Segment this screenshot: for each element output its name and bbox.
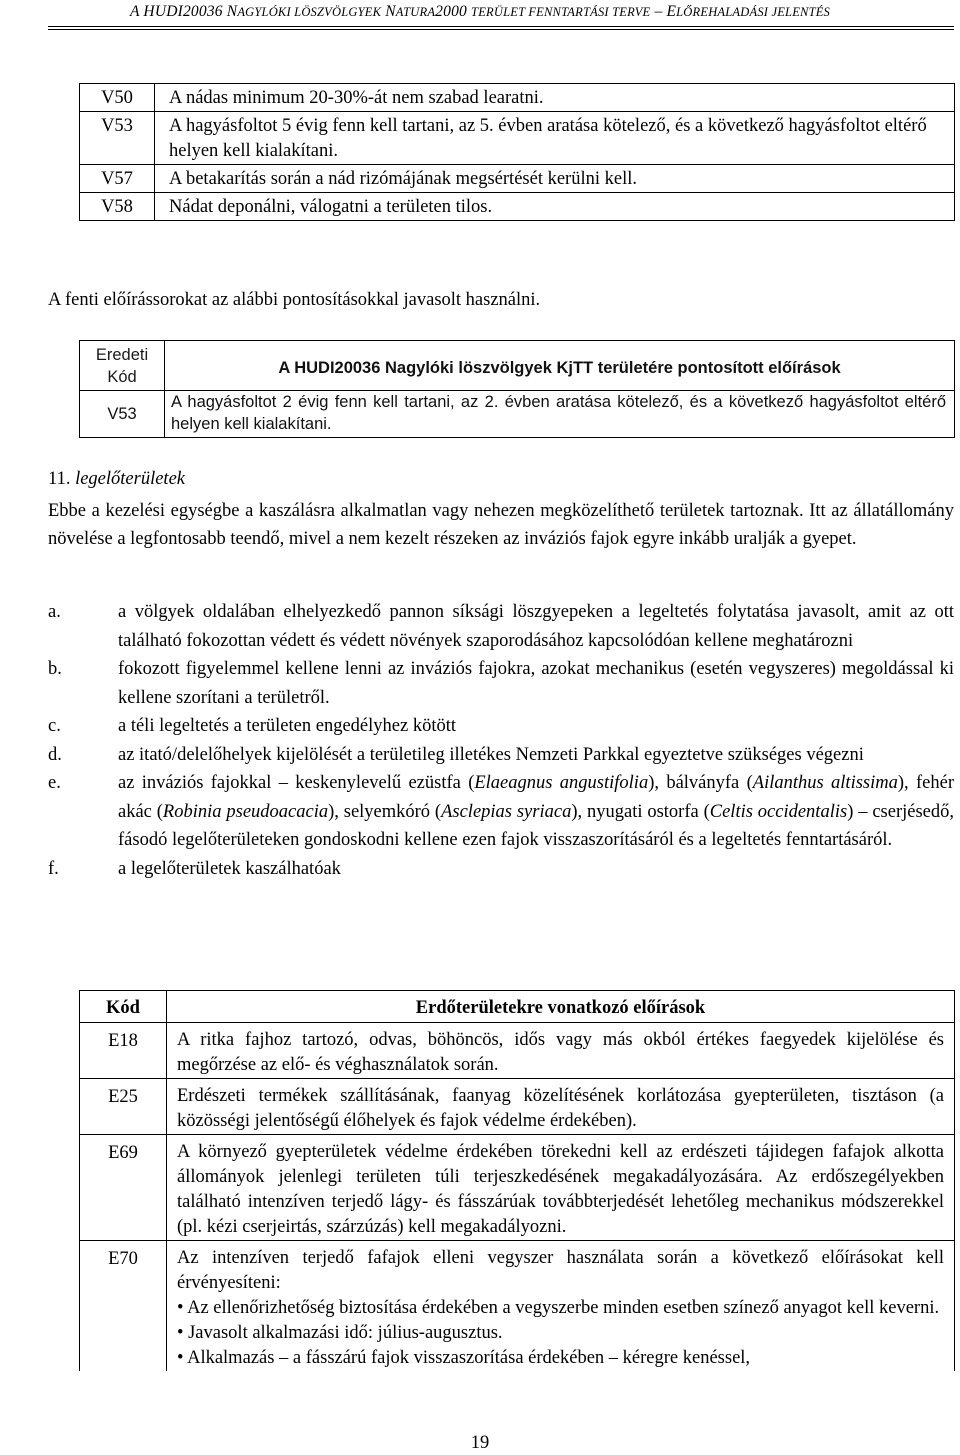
list-item: [48, 598, 954, 655]
cell-intro: Az intenzíven terjedő fafajok elleni vegyszer használata során a következő előírásokat kell érvényesíteni:: [177, 1248, 944, 1293]
intro-paragraph: A fenti előírássorokat az alábbi pontosításokkal javasolt használni.: [48, 290, 541, 310]
text-cell: A hagyásfoltot 5 évig fenn kell tartani, az 5. évben aratása kötelező, és a következő hagyásfoltot eltérő helyen kell kialakítani.: [155, 112, 955, 165]
reed-prescriptions-table: [79, 83, 955, 221]
list-letter: b.: [48, 659, 62, 679]
table-row: [80, 1023, 955, 1079]
table-row: [80, 391, 955, 438]
text-cell: A környező gyepterületek védelme érdekében törekedni kell az erdészeti tájidegen fafajok alkotta állományok jelenlegi területen túli terjeszkedésének megakadályozására. Az erdőszegélyekben található intenzíven terjedő lágy- és fásszárúak továbbterjedését lehetőleg mechanikus módszerekkel (pl. kézi cserjeirtás, szárzúzás) kell megakadályozni.: [167, 1135, 955, 1241]
list-text: a legelőterületek kaszálhatóak: [118, 858, 341, 879]
text-run: az inváziós fajokkal – keskenylevelű ezüstfa (: [118, 773, 475, 793]
header-divider: [48, 29, 954, 30]
species-name: Celtis occidentalis: [709, 801, 848, 822]
text-cell: A hagyásfoltot 2 évig fenn kell tartani, az 2. évben aratása kötelező, és a következő hagyásfoltot eltérő helyen kell kialakítani.: [165, 391, 955, 438]
list-letter: d.: [48, 744, 62, 765]
text-cell: A ritka fajhoz tartozó, odvas, böhöncös, idős vagy más okból értékes faegyedek kijelölése és megőrzése az elő- és véghasználatok során.: [167, 1023, 955, 1079]
list-letter: a.: [48, 602, 61, 622]
text-run: ), selyemkóró (: [328, 801, 442, 822]
text-cell: Erdészeti termékek szállításának, faanyag közelítésének korlátozása gyepterületen, tisztáson (a közösségi jelentőségű élőhelyek és fajok védelme érdekében).: [167, 1079, 955, 1135]
code-cell: E25: [80, 1079, 167, 1135]
list-item: [48, 855, 954, 884]
header-divider: [48, 26, 954, 27]
header-part: LŐREHALADÁSI JELENTÉS: [676, 5, 831, 19]
text-run: ), fehér akác (: [118, 773, 954, 822]
list-letter: f.: [48, 858, 59, 879]
list-text: az itató/delelőhelyek kijelölését a területileg illetékes Nemzeti Parkkal egyeztetve szükséges végezni: [118, 744, 864, 765]
code-cell: E70: [80, 1241, 167, 1372]
table-row: [80, 112, 955, 165]
text-run: ), nyugati ostorfa (: [571, 801, 710, 822]
section-number: 11.: [48, 469, 71, 489]
list-text: fokozott figyelemmel kellene lenni az inváziós fajokra, azokat mechanikus (esetén vegyszeres) megoldással ki kellene szorítani a területről.: [118, 659, 954, 708]
table-row: [80, 165, 955, 193]
table-title-header: A HUDI20036 Nagylóki löszvölgyek KjTT területére pontosított előírások: [165, 341, 955, 391]
table-row: [80, 1241, 955, 1372]
text-cell: Nádat deponálni, válogatni a területen tilos.: [155, 193, 955, 221]
table-row: [80, 193, 955, 221]
refined-prescriptions-table: [79, 340, 955, 438]
table-row: [80, 1135, 955, 1241]
code-cell: V53: [80, 391, 165, 438]
header-part: 2000: [435, 3, 472, 20]
code-header: Kód: [80, 991, 167, 1023]
header-line: Kód: [107, 368, 137, 386]
text-cell: A betakarítás során a nád rizómájának megsértését kerülni kell.: [155, 165, 955, 193]
table-title-header: Erdőterületekre vonatkozó előírások: [167, 991, 955, 1023]
header-part: TERÜLET FENNTARTÁSI TERVE: [471, 5, 651, 19]
list-text: a téli legeltetés a területen engedélyhez kötött: [118, 716, 456, 736]
text-cell: [167, 1241, 955, 1372]
text-cell: A nádas minimum 20-30%-át nem szabad learatni.: [155, 84, 955, 112]
species-name: Robinia pseudoacacia: [162, 801, 329, 822]
header-line: Eredeti: [95, 346, 149, 364]
text-run: ) – cserjésedő, fásodó legelőterületeken gondoskodni kellene ezen fajok visszaszorításáról és a legeltetés fenntartásáról.: [118, 801, 955, 850]
original-code-header: [80, 341, 165, 391]
list-item: [48, 712, 954, 741]
bullet-item: • Alkalmazás – a fásszárú fajok visszaszorítása érdekében – kéregre kenéssel,: [177, 1348, 751, 1368]
list-item: [48, 741, 954, 770]
code-cell: V50: [80, 84, 155, 112]
header-part: N: [381, 3, 396, 20]
table-row: [80, 1079, 955, 1135]
code-cell: V53: [80, 112, 155, 165]
forest-prescriptions-table: [79, 990, 955, 1371]
code-cell: E18: [80, 1023, 167, 1079]
bullet-item: • Javasolt alkalmazási idő: július-augusztus.: [177, 1323, 503, 1343]
section-paragraph: Ebbe a kezelési egységbe a kaszálásra alkalmatlan vagy nehezen megközelíthető területek tartoznak. Itt az állatállomány növelése a legfontosabb teendő, mivel a nem kezelt részeken az inváziós fajok egyre inkább uralják a gyepet.: [48, 501, 954, 549]
table-header-row: [80, 991, 955, 1023]
list-text: a völgyek oldalában elhelyezkedő pannon síksági löszgyepeken a legeltetés folytatása javasolt, amit az ott található fokozottan védett és védett növények szaporodásához kapcsolódóan kellene meghatározni: [118, 602, 954, 651]
code-cell: V58: [80, 193, 155, 221]
species-name: Ailanthus altissima: [752, 773, 898, 793]
header-part: AGYLÓKI LÖSZVÖLGYEK: [237, 5, 382, 19]
section-heading: [48, 469, 185, 490]
text-run: ), bálványfa (: [648, 773, 753, 793]
species-name: Elaeagnus angustifolia: [474, 773, 649, 793]
table-header-row: [80, 341, 955, 391]
section-title: legelőterületek: [75, 469, 185, 489]
species-name: Asclepias syriaca: [441, 801, 572, 822]
code-cell: V57: [80, 165, 155, 193]
header-part: A HUDI20036 N: [129, 3, 238, 20]
page-header: [0, 0, 960, 21]
table-row: [80, 84, 955, 112]
list-text: [118, 769, 954, 855]
bullet-item: • Az ellenőrizhetőség biztosítása érdekében a vegyszerbe minden esetben színező anyagot kell keverni.: [177, 1298, 940, 1318]
list-item: [48, 769, 954, 855]
page-number: 19: [470, 1433, 490, 1453]
list-letter: e.: [48, 773, 61, 793]
list-letter: c.: [48, 716, 61, 736]
code-cell: E69: [80, 1135, 167, 1241]
list-item: [48, 655, 954, 712]
header-part: ATURA: [395, 5, 436, 19]
recommendation-list: [48, 598, 954, 883]
header-part: – E: [650, 3, 677, 20]
